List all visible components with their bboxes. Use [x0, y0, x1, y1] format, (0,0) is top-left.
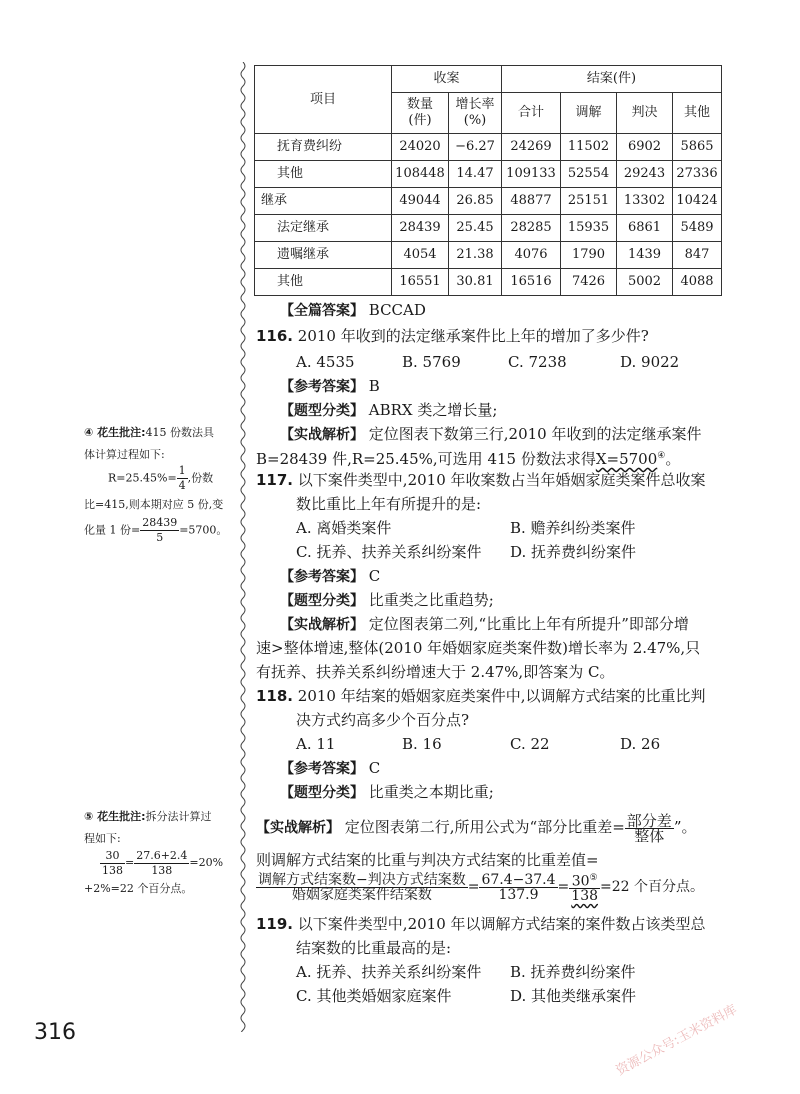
fraction: $\frac{67.4-37.4}{137.9}$ — [481, 871, 556, 903]
q118-option-c: C. 22 — [510, 735, 550, 753]
cell: 109133 — [502, 161, 561, 188]
q116-analysis-1: 【实战解析】 定位图表下数第三行,2010 年收到的法定继承案件 — [280, 425, 702, 443]
fraction: $\frac{30}{138}$ — [102, 848, 123, 877]
cell: 5002 — [617, 269, 673, 296]
q118-option-d: D. 26 — [620, 735, 661, 753]
table-row — [255, 269, 722, 296]
cell: 14.47 — [449, 161, 502, 188]
q119-option-c: C. 其他类婚姻家庭案件 — [296, 987, 452, 1005]
row-name: 抚育费纠纷 — [255, 134, 392, 161]
cell: 15935 — [561, 215, 617, 242]
table-row — [255, 215, 722, 242]
cell: 108448 — [392, 161, 449, 188]
cell: 7426 — [561, 269, 617, 296]
cell: 5489 — [673, 215, 722, 242]
table-row — [255, 242, 722, 269]
q119-stem-2: 结案数的比重最高的是: — [296, 939, 452, 957]
q117-answer: 【参考答案】 C — [280, 567, 381, 585]
header-total: 合计 — [502, 93, 561, 134]
header-judgment: 判决 — [617, 93, 673, 134]
cell: 11502 — [561, 134, 617, 161]
cell: 25151 — [561, 188, 617, 215]
cell: 6861 — [617, 215, 673, 242]
wavy-column-divider — [238, 62, 248, 1032]
q117-stem-1: 117. 以下案件类型中,2010 年收案数占当年婚姻家庭类案件总收案 — [256, 471, 706, 489]
cell: 28439 — [392, 215, 449, 242]
cell: 28285 — [502, 215, 561, 242]
q116-analysis-2: B=28439 件,R=25.45%,可选用 415 份数法求得X=5700④。 — [256, 450, 681, 468]
q118-type: 【题型分类】 比重类之本期比重; — [280, 783, 494, 801]
cell: −6.27 — [449, 134, 502, 161]
question-number: 116. — [256, 327, 294, 345]
full-answer-line: 【全篇答案】 BCCAD — [280, 301, 426, 319]
row-name: 其他 — [255, 269, 392, 296]
fraction: $\frac{\text{调解方式结案数−判决方式结案数}}{\text{婚姻家庭类案件结案数}}$ — [258, 871, 466, 903]
row-name: 其他 — [255, 161, 392, 188]
q119-option-a: A. 抚养、扶养关系纠纷案件 — [296, 963, 482, 981]
q119-option-b: B. 抚养费纠纷案件 — [510, 963, 636, 981]
q118-stem-1: 118. 2010 年结案的婚姻家庭类案件中,以调解方式结案的比重比判 — [256, 687, 706, 705]
cell: 27336 — [673, 161, 722, 188]
fraction: $\frac{1}{4}$ — [178, 464, 186, 492]
row-name: 遗嘱继承 — [255, 242, 392, 269]
cell: 1439 — [617, 242, 673, 269]
cell: 13302 — [617, 188, 673, 215]
header-growth: 增长率 (%) — [449, 93, 502, 134]
cell: 24020 — [392, 134, 449, 161]
cell: 49044 — [392, 188, 449, 215]
cell: 52554 — [561, 161, 617, 188]
cell: 847 — [673, 242, 722, 269]
q116-answer: 【参考答案】 B — [280, 377, 380, 395]
fraction: $\frac{27.6+2.4}{138}$ — [136, 848, 188, 877]
cell: 30.81 — [449, 269, 502, 296]
cell: 25.45 — [449, 215, 502, 242]
q116-option-c: C. 7238 — [508, 353, 567, 371]
header-received: 收案 — [392, 66, 502, 93]
q116-option-b: B. 5769 — [402, 353, 461, 371]
q118-formula: $\frac{\text{调解方式结案数−判决方式结案数}}{\text{婚姻家庭类案件结案数}}$ = $\frac{67.4-37.4}{137.9}$ = $\frac{30^⑤}{138}$ =22 个百分点。 — [258, 871, 705, 905]
q117-type: 【题型分类】 比重类之比重趋势; — [280, 591, 494, 609]
header-closed: 结案(件) — [502, 66, 722, 93]
table-row — [255, 134, 722, 161]
cell: 6902 — [617, 134, 673, 161]
table-row — [255, 188, 722, 215]
q118-analysis-1: 【实战解析】 定位图表第二行,所用公式为“部分比重差= $\frac{\text{部分差}}{\text{整体}}$ ”。 — [256, 811, 697, 845]
cell: 24269 — [502, 134, 561, 161]
q117-option-b: B. 赡养纠纷类案件 — [510, 519, 636, 537]
q118-answer: 【参考答案】 C — [280, 759, 381, 777]
cell: 16551 — [392, 269, 449, 296]
cell: 21.38 — [449, 242, 502, 269]
q117-option-d: D. 抚养费纠纷案件 — [510, 543, 637, 561]
watermark: 资源公众号:玉米资料库 — [613, 1002, 740, 1079]
q116-type: 【题型分类】 ABRX 类之增长量; — [280, 401, 498, 419]
fraction: $\frac{28439}{5}$ — [142, 516, 178, 544]
q118-stem-2: 决方式约高多少个百分点? — [296, 711, 470, 729]
question-number: 118. — [256, 687, 294, 705]
q117-stem-2: 数比重比上年有所提升的是: — [296, 495, 482, 513]
q117-analysis-1: 【实战解析】 定位图表第二列,“比重比上年有所提升”即部分增 — [280, 615, 689, 633]
wavy-line — [238, 62, 248, 1032]
row-name: 继承 — [255, 188, 392, 215]
q117-option-c: C. 抚养、扶养关系纠纷案件 — [296, 543, 482, 561]
q118-option-b: B. 16 — [402, 735, 442, 753]
question-number: 119. — [256, 915, 294, 933]
full-answer-value: BCCAD — [368, 301, 426, 319]
fraction: $\frac{30^⑤}{138}$ — [571, 872, 599, 905]
q118-analysis-2: 则调解方式结案的比重与判决方式结案的比重差值= — [256, 851, 599, 869]
q117-analysis-3: 有抚养、扶养关系纠纷增速大于 2.47%,即答案为 C。 — [256, 663, 615, 681]
fraction: $\frac{\text{部分差}}{\text{整体}}$ — [626, 811, 672, 845]
header-other: 其他 — [673, 93, 722, 134]
question-number: 117. — [256, 471, 294, 489]
header-mediation: 调解 — [561, 93, 617, 134]
page-number: 316 — [34, 1020, 76, 1045]
q116-option-d: D. 9022 — [620, 353, 680, 371]
row-name: 法定继承 — [255, 215, 392, 242]
q116-option-a: A. 4535 — [296, 353, 355, 371]
cell: 26.85 — [449, 188, 502, 215]
cell: 5865 — [673, 134, 722, 161]
q117-option-a: A. 离婚类案件 — [296, 519, 392, 537]
cell: 4054 — [392, 242, 449, 269]
cell: 29243 — [617, 161, 673, 188]
q117-analysis-2: 速>整体增速,整体(2010 年婚姻家庭类案件数)增长率为 2.47%,只 — [256, 639, 701, 657]
q118-option-a: A. 11 — [296, 735, 336, 753]
q119-stem-1: 119. 以下案件类型中,2010 年以调解方式结案的案件数占该类型总 — [256, 915, 706, 933]
cell: 1790 — [561, 242, 617, 269]
header-count: 数量 (件) — [392, 93, 449, 134]
q116-stem: 116. 2010 年收到的法定继承案件比上年的增加了多少件? — [256, 327, 649, 345]
case-statistics-table — [254, 65, 722, 296]
cell: 48877 — [502, 188, 561, 215]
table-row — [255, 161, 722, 188]
header-item: 项目 — [255, 66, 392, 134]
cell: 4088 — [673, 269, 722, 296]
cell: 4076 — [502, 242, 561, 269]
q119-option-d: D. 其他类继承案件 — [510, 987, 637, 1005]
cell: 10424 — [673, 188, 722, 215]
cell: 16516 — [502, 269, 561, 296]
